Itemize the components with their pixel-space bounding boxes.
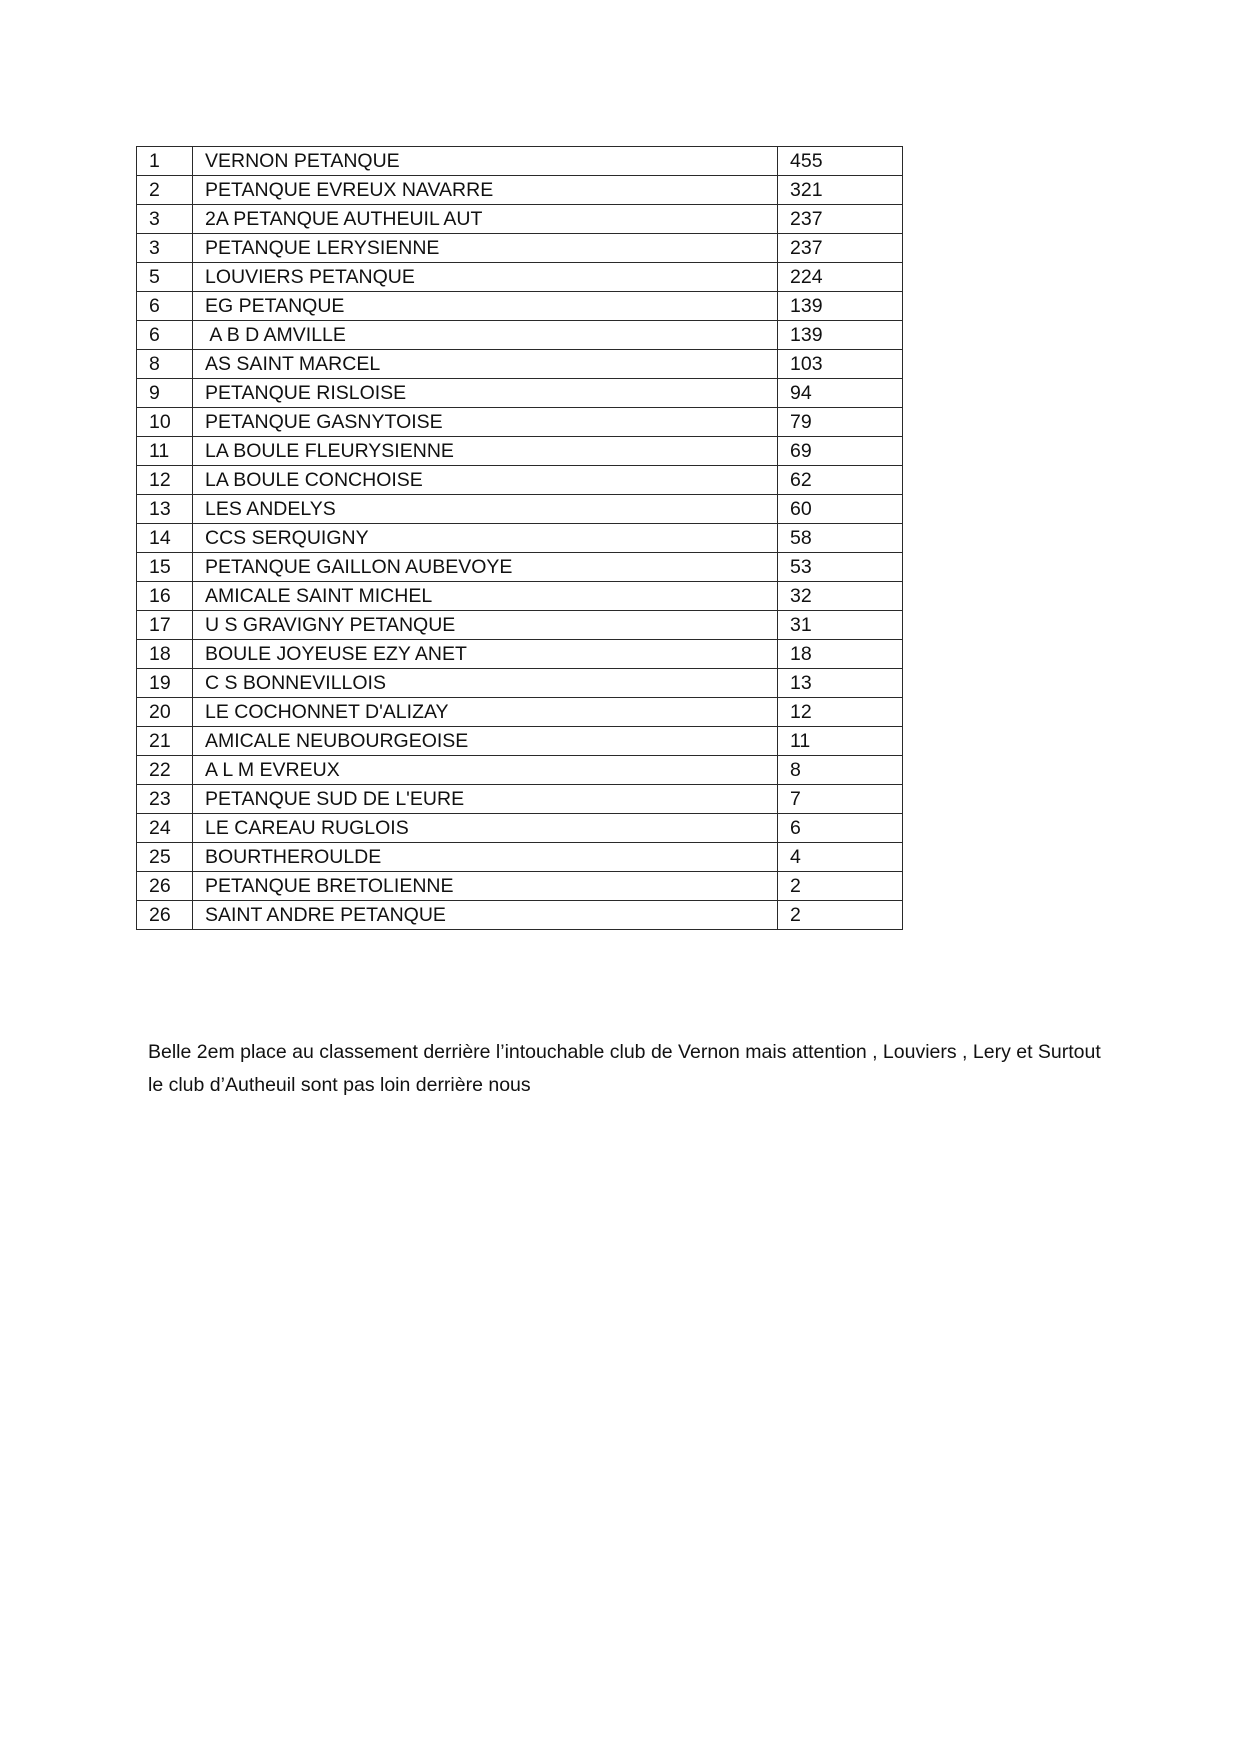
club-name-cell: LE COCHONNET D'ALIZAY: [193, 698, 778, 727]
points-cell: 224: [778, 263, 903, 292]
rank-cell: 17: [137, 611, 193, 640]
points-cell: 139: [778, 292, 903, 321]
points-cell: 237: [778, 234, 903, 263]
rank-cell: 6: [137, 292, 193, 321]
rank-cell: 6: [137, 321, 193, 350]
points-cell: 12: [778, 698, 903, 727]
club-name-cell: PETANQUE LERYSIENNE: [193, 234, 778, 263]
rank-cell: 26: [137, 872, 193, 901]
table-row: [137, 437, 903, 466]
rank-cell: 11: [137, 437, 193, 466]
rank-cell: 25: [137, 843, 193, 872]
table-row: [137, 872, 903, 901]
table-row: [137, 176, 903, 205]
points-cell: 103: [778, 350, 903, 379]
table-row: [137, 524, 903, 553]
club-name-cell: LES ANDELYS: [193, 495, 778, 524]
club-name-cell: PETANQUE GAILLON AUBEVOYE: [193, 553, 778, 582]
table-row: [137, 321, 903, 350]
club-name-cell: LA BOULE CONCHOISE: [193, 466, 778, 495]
rank-cell: 12: [137, 466, 193, 495]
points-cell: 94: [778, 379, 903, 408]
table-row: [137, 350, 903, 379]
club-name-cell: PETANQUE RISLOISE: [193, 379, 778, 408]
points-cell: 6: [778, 814, 903, 843]
points-cell: 2: [778, 901, 903, 930]
ranking-table: [136, 146, 903, 930]
points-cell: 13: [778, 669, 903, 698]
points-cell: 321: [778, 176, 903, 205]
club-name-cell: PETANQUE GASNYTOISE: [193, 408, 778, 437]
table-row: [137, 263, 903, 292]
club-name-cell: LOUVIERS PETANQUE: [193, 263, 778, 292]
rank-cell: 1: [137, 147, 193, 176]
points-cell: 4: [778, 843, 903, 872]
club-name-cell: CCS SERQUIGNY: [193, 524, 778, 553]
club-name-cell: U S GRAVIGNY PETANQUE: [193, 611, 778, 640]
rank-cell: 8: [137, 350, 193, 379]
points-cell: 8: [778, 756, 903, 785]
table-row: [137, 147, 903, 176]
table-row: [137, 553, 903, 582]
rank-cell: 15: [137, 553, 193, 582]
points-cell: 62: [778, 466, 903, 495]
points-cell: 79: [778, 408, 903, 437]
rank-cell: 2: [137, 176, 193, 205]
rank-cell: 14: [137, 524, 193, 553]
rank-cell: 5: [137, 263, 193, 292]
table-row: [137, 379, 903, 408]
points-cell: 7: [778, 785, 903, 814]
club-name-cell: AMICALE SAINT MICHEL: [193, 582, 778, 611]
club-name-cell: BOULE JOYEUSE EZY ANET: [193, 640, 778, 669]
table-row: [137, 843, 903, 872]
points-cell: 31: [778, 611, 903, 640]
points-cell: 237: [778, 205, 903, 234]
table-row: [137, 582, 903, 611]
points-cell: 455: [778, 147, 903, 176]
table-row: [137, 901, 903, 930]
club-name-cell: PETANQUE EVREUX NAVARRE: [193, 176, 778, 205]
club-name-cell: BOURTHEROULDE: [193, 843, 778, 872]
club-name-cell: VERNON PETANQUE: [193, 147, 778, 176]
rank-cell: 22: [137, 756, 193, 785]
points-cell: 139: [778, 321, 903, 350]
rank-cell: 24: [137, 814, 193, 843]
points-cell: 18: [778, 640, 903, 669]
table-row: [137, 408, 903, 437]
rank-cell: 21: [137, 727, 193, 756]
ranking-table-body: [137, 147, 903, 930]
club-name-cell: A L M EVREUX: [193, 756, 778, 785]
rank-cell: 10: [137, 408, 193, 437]
table-row: [137, 814, 903, 843]
table-row: [137, 669, 903, 698]
points-cell: 2: [778, 872, 903, 901]
rank-cell: 19: [137, 669, 193, 698]
points-cell: 32: [778, 582, 903, 611]
club-name-cell: SAINT ANDRE PETANQUE: [193, 901, 778, 930]
table-row: [137, 234, 903, 263]
table-row: [137, 785, 903, 814]
points-cell: 58: [778, 524, 903, 553]
club-name-cell: PETANQUE BRETOLIENNE: [193, 872, 778, 901]
club-name-cell: AS SAINT MARCEL: [193, 350, 778, 379]
rank-cell: 18: [137, 640, 193, 669]
rank-cell: 26: [137, 901, 193, 930]
table-row: [137, 756, 903, 785]
commentary-paragraph: Belle 2em place au classement derrière l’intouchable club de Vernon mais attention , Louviers , Lery et Surtout le club d’Autheuil sont pas loin derrière nous: [148, 1041, 1101, 1096]
club-name-cell: A B D AMVILLE: [193, 321, 778, 350]
club-name-cell: 2A PETANQUE AUTHEUIL AUT: [193, 205, 778, 234]
rank-cell: 9: [137, 379, 193, 408]
table-row: [137, 727, 903, 756]
rank-cell: 13: [137, 495, 193, 524]
club-name-cell: PETANQUE SUD DE L'EURE: [193, 785, 778, 814]
table-row: [137, 292, 903, 321]
rank-cell: 23: [137, 785, 193, 814]
points-cell: 53: [778, 553, 903, 582]
table-row: [137, 640, 903, 669]
table-row: [137, 205, 903, 234]
rank-cell: 16: [137, 582, 193, 611]
club-name-cell: EG PETANQUE: [193, 292, 778, 321]
table-row: [137, 466, 903, 495]
table-row: [137, 495, 903, 524]
points-cell: 11: [778, 727, 903, 756]
club-name-cell: C S BONNEVILLOIS: [193, 669, 778, 698]
rank-cell: 20: [137, 698, 193, 727]
table-row: [137, 611, 903, 640]
points-cell: 60: [778, 495, 903, 524]
points-cell: 69: [778, 437, 903, 466]
rank-cell: 3: [137, 205, 193, 234]
club-name-cell: LA BOULE FLEURYSIENNE: [193, 437, 778, 466]
club-name-cell: LE CAREAU RUGLOIS: [193, 814, 778, 843]
club-name-cell: AMICALE NEUBOURGEOISE: [193, 727, 778, 756]
table-row: [137, 698, 903, 727]
rank-cell: 3: [137, 234, 193, 263]
